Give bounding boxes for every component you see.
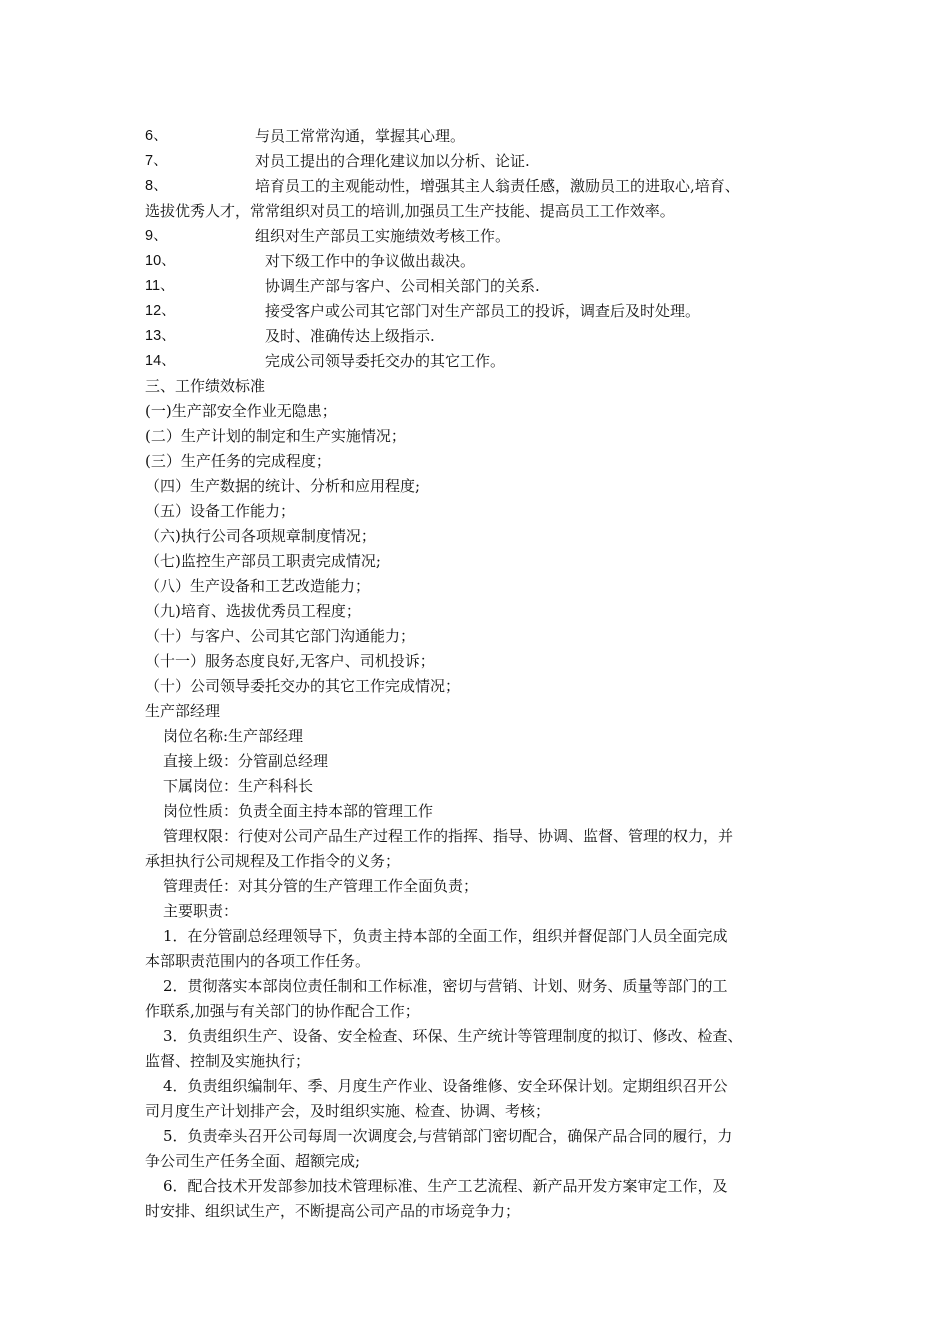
- list-item: [145, 274, 810, 299]
- list-item: （十）与客户、公司其它部门沟通能力；: [145, 627, 416, 645]
- post-name: 岗位名称:生产部经理: [163, 727, 304, 745]
- duties-list: [145, 124, 810, 374]
- list-item: [145, 174, 810, 199]
- list-item-continuation: 选拔优秀人才，常常组织对员工的培训,加强员工生产技能、提高员工工作效率。: [145, 202, 675, 220]
- section-title: 生产部经理: [145, 702, 221, 720]
- item-text: 与员工常常沟通，掌握其心理。: [255, 127, 466, 145]
- duty-item: 6．配合技术开发部参加技术管理标准、生产工艺流程、新产品开发方案审定工作，及: [163, 1177, 728, 1195]
- duty-item-continuation: 监督、控制及实施执行；: [145, 1052, 311, 1070]
- main-duties-label: 主要职责：: [163, 902, 239, 920]
- document-page: [145, 124, 810, 1224]
- duty-item-continuation: 作联系,加强与有关部门的协作配合工作；: [145, 1002, 420, 1020]
- management-authority-continuation: 承担执行公司规程及工作指令的义务；: [145, 852, 401, 870]
- item-number: 7、: [145, 153, 168, 169]
- subordinate-post: 下属岗位：生产科科长: [163, 777, 314, 795]
- item-text: 对下级工作中的争议做出裁决。: [265, 252, 476, 270]
- list-item: (三）生产任务的完成程度；: [145, 452, 331, 470]
- item-number: 12、: [145, 303, 176, 319]
- item-text: 组织对生产部员工实施绩效考核工作。: [255, 227, 511, 245]
- item-text: 接受客户或公司其它部门对生产部员工的投诉，调查后及时处理。: [265, 302, 701, 320]
- duty-item: 4．负责组织编制年、季、月度生产作业、设备维修、安全环保计划。定期组织召开公: [163, 1077, 728, 1095]
- item-text: 培育员工的主观能动性，增强其主人翁责任感，激励员工的进取心,培育、: [255, 177, 740, 195]
- item-number: 13、: [145, 328, 176, 344]
- list-item: [145, 224, 810, 249]
- duty-item: 5．负责牵头召开公司每周一次调度会,与营销部门密切配合，确保产品合同的履行，力: [163, 1127, 733, 1145]
- section-heading: 三、工作绩效标准: [145, 377, 266, 395]
- duty-item: 2．贯彻落实本部岗位责任制和工作标准，密切与营销、计划、财务、质量等部门的工: [163, 977, 728, 995]
- list-item: [145, 149, 810, 174]
- list-item: [145, 299, 810, 324]
- list-item: （九)培育、选拔优秀员工程度；: [145, 602, 361, 620]
- manager-section: [145, 699, 810, 1224]
- management-responsibility: 管理责任：对其分管的生产管理工作全面负责；: [163, 877, 479, 895]
- item-number: 11、: [145, 278, 175, 294]
- duty-item-continuation: 时安排、组织试生产，不断提高公司产品的市场竞争力；: [145, 1202, 521, 1220]
- item-number: 9、: [145, 228, 168, 244]
- item-text: 及时、准确传达上级指示.: [265, 327, 435, 345]
- item-number: 6、: [145, 128, 168, 144]
- list-item: [145, 324, 810, 349]
- duty-item-continuation: 争公司生产任务全面、超额完成;: [145, 1152, 361, 1170]
- list-item: (二）生产计划的制定和生产实施情况；: [145, 427, 406, 445]
- list-item: （八）生产设备和工艺改造能力；: [145, 577, 371, 595]
- duty-item-continuation: 本部职责范围内的各项工作任务。: [145, 952, 371, 970]
- item-number: 8、: [145, 178, 168, 194]
- duty-item: 1．在分管副总经理领导下，负责主持本部的全面工作，组织并督促部门人员全面完成: [163, 927, 728, 945]
- list-item: [145, 349, 810, 374]
- list-item: (一)生产部安全作业无隐患；: [145, 402, 337, 420]
- duty-item-continuation: 司月度生产计划排产会，及时组织实施、检查、协调、考核；: [145, 1102, 551, 1120]
- list-item: （五）设备工作能力；: [145, 502, 296, 520]
- direct-superior: 直接上级：分管副总经理: [163, 752, 329, 770]
- item-text: 协调生产部与客户、公司相关部门的关系.: [265, 277, 540, 295]
- management-authority: 管理权限：行使对公司产品生产过程工作的指挥、指导、协调、监督、管理的权力，并: [163, 827, 734, 845]
- performance-section: [145, 374, 810, 699]
- list-item: [145, 249, 810, 274]
- list-item: （七)监控生产部员工职责完成情况;: [145, 552, 381, 570]
- post-nature: 岗位性质：负责全面主持本部的管理工作: [163, 802, 434, 820]
- list-item: （十一）服务态度良好,无客户、司机投诉；: [145, 652, 435, 670]
- duty-item: 3．负责组织生产、设备、安全检查、环保、生产统计等管理制度的拟订、修改、检查、: [163, 1027, 743, 1045]
- list-item: （六)执行公司各项规章制度情况；: [145, 527, 376, 545]
- item-number: 10、: [145, 253, 176, 269]
- list-item: （十）公司领导委托交办的其它工作完成情况；: [145, 677, 461, 695]
- list-item: [145, 124, 810, 149]
- item-text: 完成公司领导委托交办的其它工作。: [265, 352, 506, 370]
- item-text: 对员工提出的合理化建议加以分析、论证.: [255, 152, 530, 170]
- list-item: （四）生产数据的统计、分析和应用程度;: [145, 477, 421, 495]
- item-number: 14、: [145, 353, 176, 369]
